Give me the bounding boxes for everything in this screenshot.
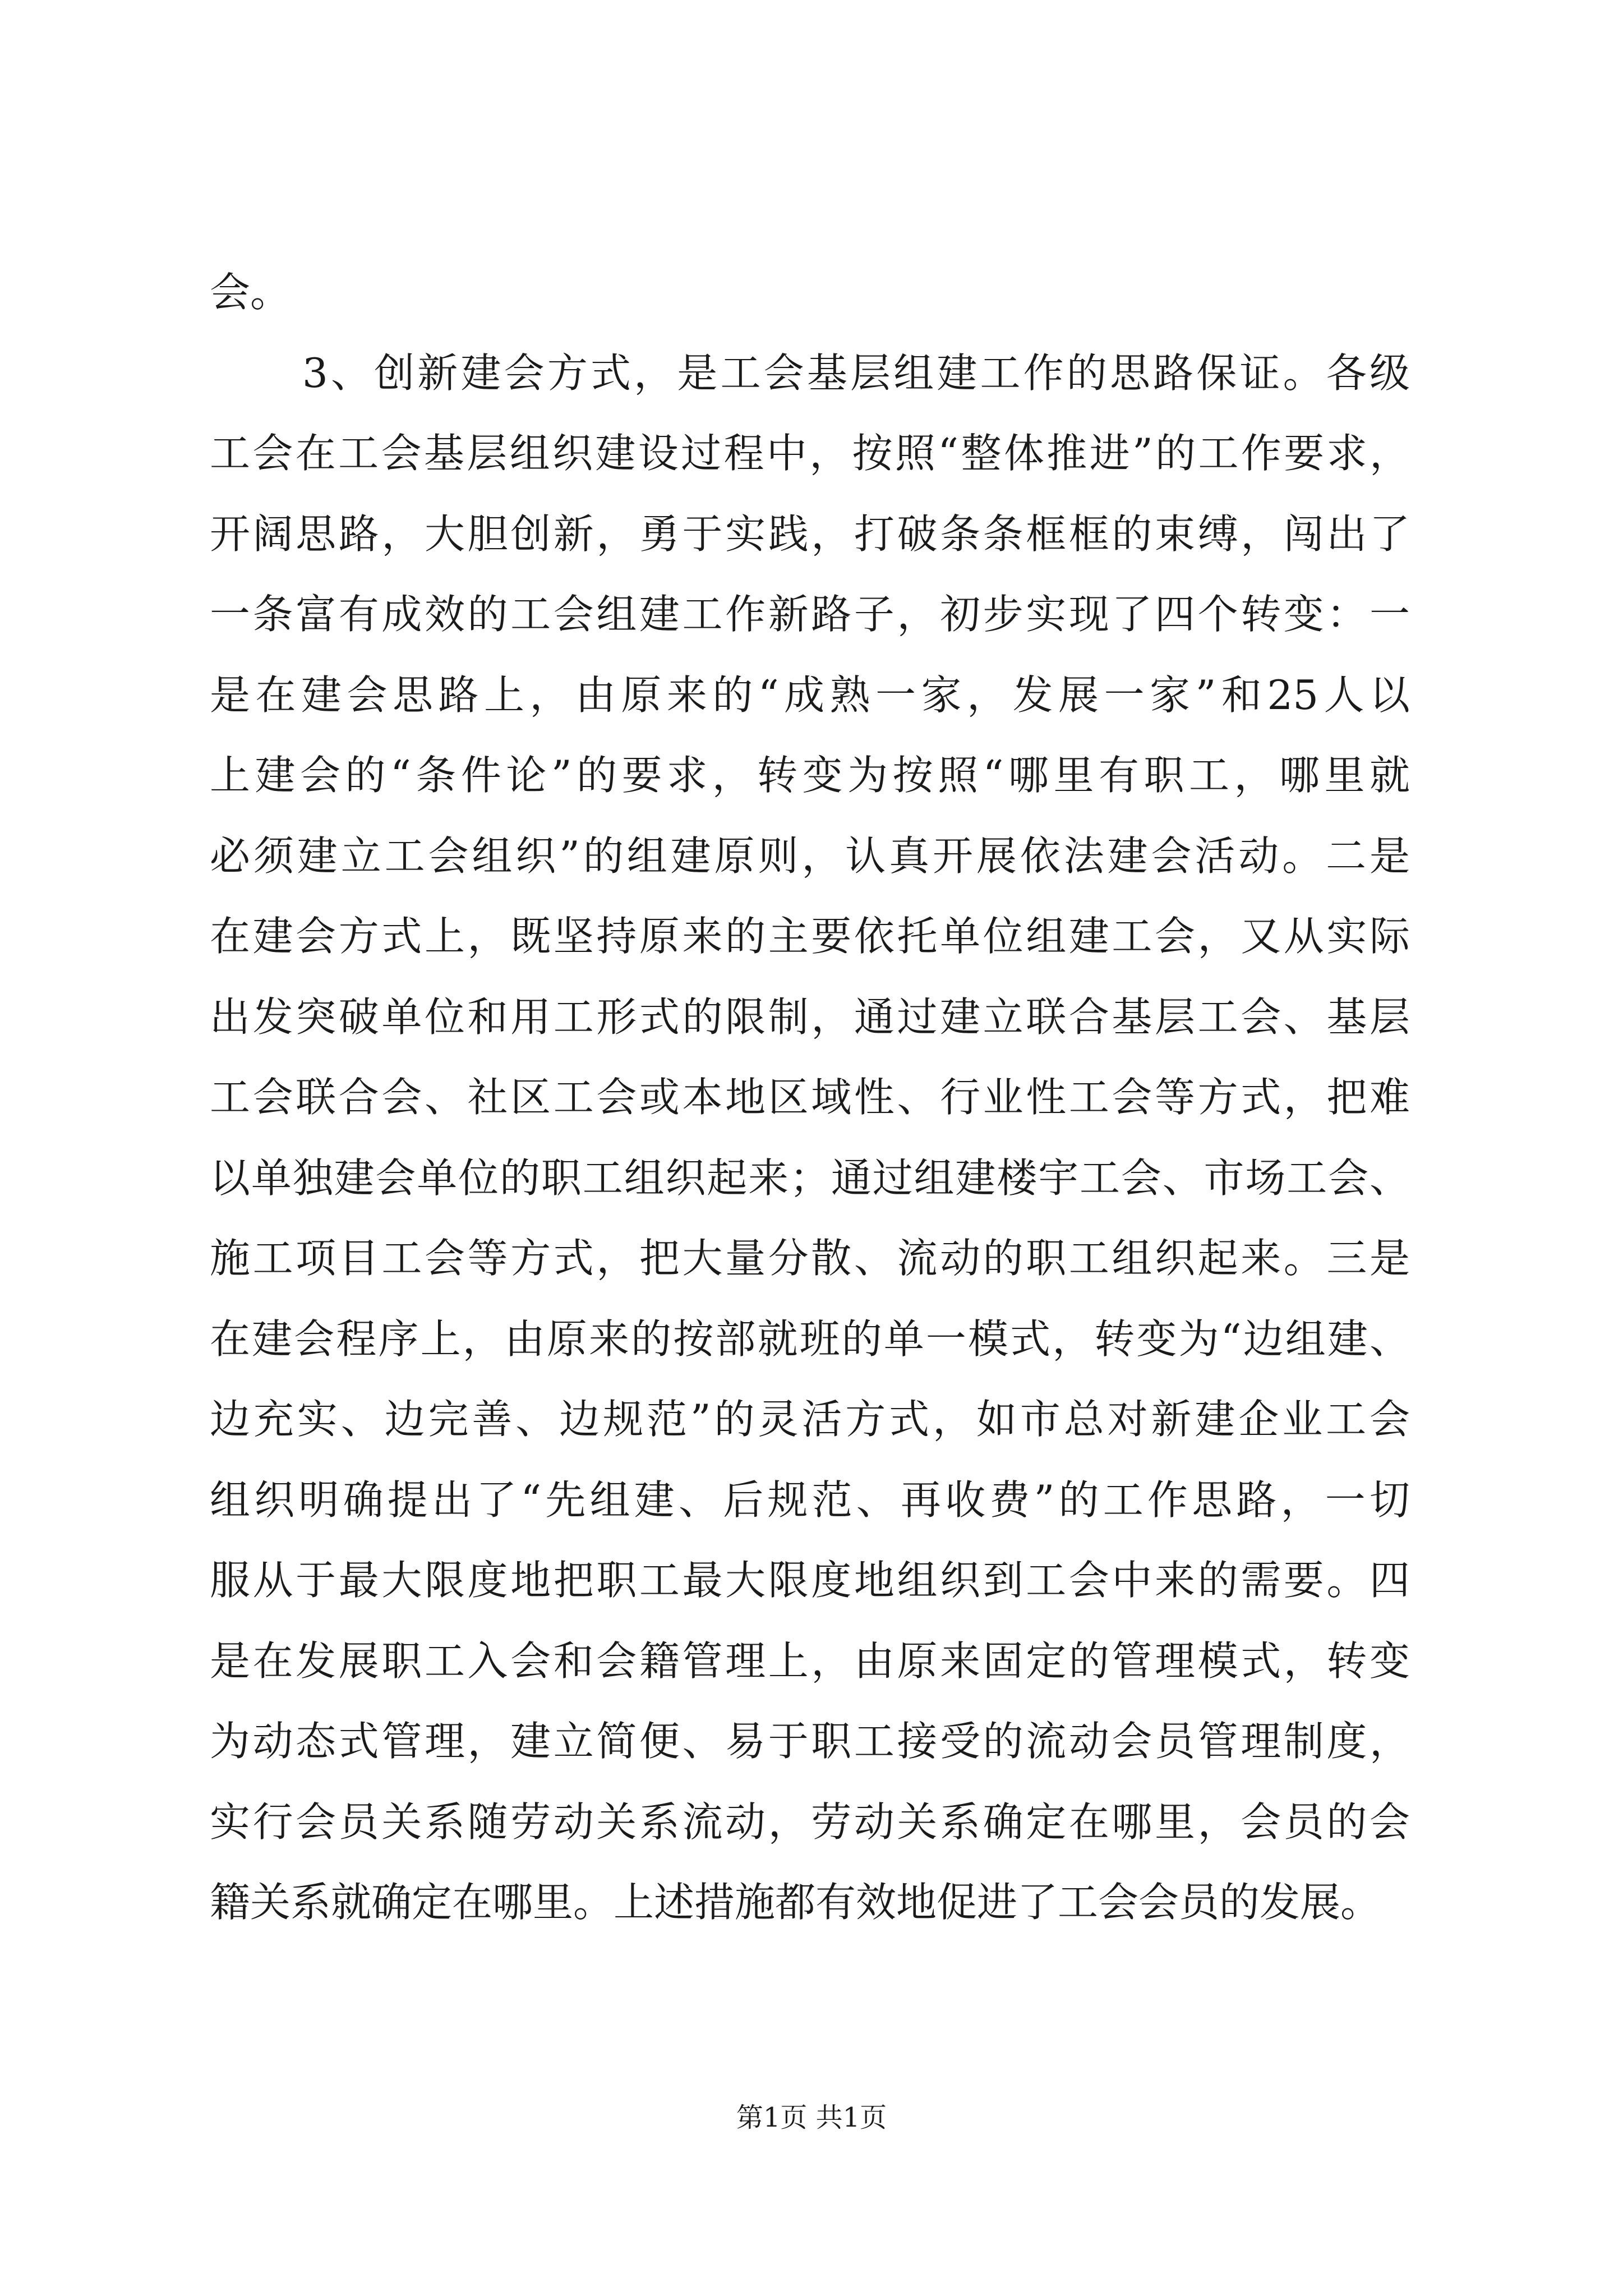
page-footer: 第1页 共1页 — [736, 2102, 887, 2133]
text-line: 是在建会思路上，由原来的“成熟一家，发展一家”和25人以 — [210, 671, 1410, 719]
text-line: 必须建立工会组织”的组建原则，认真开展依法建会活动。二是 — [210, 832, 1410, 880]
text-line: 为动态式管理，建立简便、易于职工接受的流动会员管理制度， — [210, 1718, 1410, 1765]
text-line: 一条富有成效的工会组建工作新路子，初步实现了四个转变：一 — [210, 591, 1410, 638]
text-line: 服从于最大限度地把职工最大限度地组织到工会中来的需要。四 — [210, 1557, 1410, 1604]
text-line: 籍关系就确定在哪里。上述措施都有效地促进了工会会员的发展。 — [210, 1879, 1381, 1926]
text-line: 开阔思路，大胆创新，勇于实践，打破条条框框的束缚，闯出了 — [210, 510, 1410, 558]
text-line: 出发突破单位和用工形式的限制，通过建立联合基层工会、基层 — [210, 993, 1410, 1041]
text-line: 以单独建会单位的职工组织起来；通过组建楼宇工会、市场工会、 — [210, 1154, 1410, 1202]
text-line: 在建会程序上，由原来的按部就班的单一模式，转变为“边组建、 — [210, 1315, 1410, 1363]
text-line: 3、创新建会方式，是工会基层组建工作的思路保证。各级 — [302, 349, 1410, 397]
text-line: 上建会的“条件论”的要求，转变为按照“哪里有职工，哪里就 — [210, 752, 1410, 799]
text-line: 在建会方式上，既坚持原来的主要依托单位组建工会，又从实际 — [210, 913, 1410, 960]
text-line: 是在发展职工入会和会籍管理上，由原来固定的管理模式，转变 — [210, 1637, 1410, 1685]
text-line: 施工项目工会等方式，把大量分散、流动的职工组织起来。三是 — [210, 1235, 1410, 1282]
text-line: 实行会员关系随劳动关系流动，劳动关系确定在哪里，会员的会 — [210, 1798, 1410, 1846]
text-line: 组织明确提出了“先组建、后规范、再收费”的工作思路，一切 — [210, 1476, 1410, 1524]
text-line: 工会联合会、社区工会或本地区域性、行业性工会等方式，把难 — [210, 1074, 1410, 1121]
text-line: 边充实、边完善、边规范”的灵活方式，如市总对新建企业工会 — [210, 1396, 1410, 1443]
document-body — [210, 252, 1410, 1943]
text-line: 工会在工会基层组织建设过程中，按照“整体推进”的工作要求， — [210, 430, 1410, 477]
text-line: 会。 — [210, 269, 291, 316]
